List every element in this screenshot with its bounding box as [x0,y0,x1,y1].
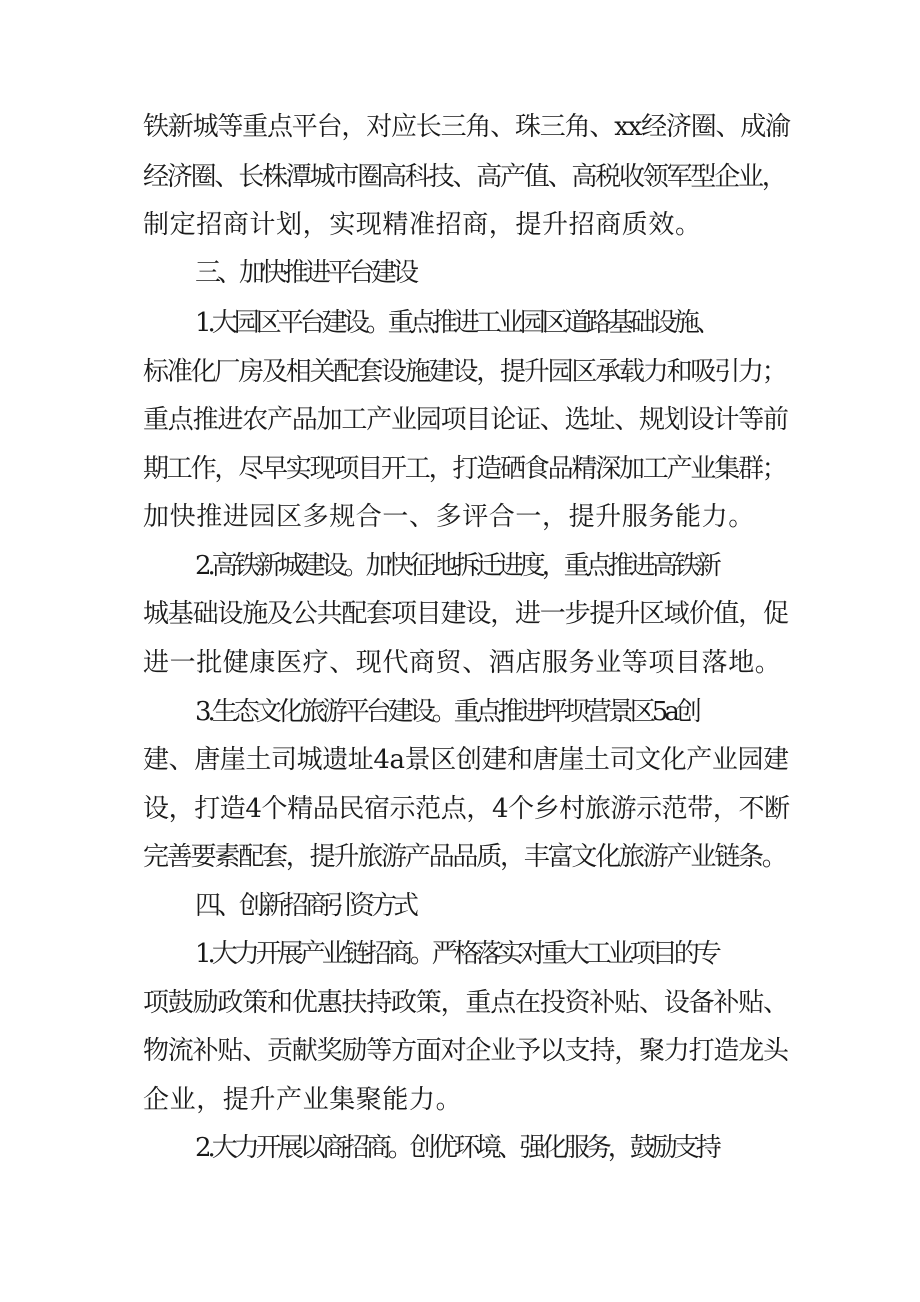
section-heading: 四、创新招商引资方式 [195,891,416,921]
text-line: 期工作，尽早实现项目开工，打造硒食品精深加工产业集群； [143,454,786,484]
text-line: 制定招商计划，实现精准招商，提升招商质效。 [143,210,702,240]
text-line: 完善要素配套，提升旅游产品品质，丰富文化旅游产业链条。 [143,842,786,872]
text-line: 物流补贴、贡献奖励等方面对企业予以支持，聚力打造龙头 [143,1036,788,1066]
text-line: 1.大力开展产业链招商。严格落实对重大工业项目的专 [195,939,718,969]
section-heading: 三、加快推进平台建设 [195,258,416,288]
text-line: 1.大园区平台建设。重点推进工业园区道路基础设施、 [195,308,718,338]
text-line: 进一批健康医疗、现代商贸、酒店服务业等项目落地。 [143,648,782,678]
text-line: 3.生态文化旅游平台建设。重点推进坪坝营景区5a创 [195,697,698,727]
text-line: 项鼓励政策和优惠扶持政策，重点在投资补贴、设备补贴、 [143,988,788,1018]
text-line: 建、唐崖土司城遗址4a景区创建和唐崖土司文化产业园建 [143,745,789,775]
text-line: 2.高铁新城建设。加快征地拆迁进度，重点推进高铁新 [195,551,718,581]
text-line: 标准化厂房及相关配套设施建设，提升园区承载力和吸引力； [143,357,786,387]
text-line: 企业，提升产业集聚能力。 [143,1085,463,1115]
text-line: 城基础设施及公共配套项目建设，进一步提升区域价值，促 [143,599,788,629]
text-line: 经济圈、长株潭城市圈高科技、高产值、高税收领军型企业， [143,162,786,192]
text-line: 设，打造4个精品民宿示范点，4个乡村旅游示范带，不断 [143,794,790,824]
text-line: 重点推进农产品加工产业园项目论证、选址、规划设计等前 [143,405,788,435]
text-line: 2.大力开展以商招商。创优环境、强化服务，鼓励支持 [195,1133,718,1163]
text-line: 加快推进园区多规合一、多评合一，提升服务能力。 [143,502,755,532]
text-line: 铁新城等重点平台，对应长三角、珠三角、xx经济圈、成渝 [143,112,790,142]
